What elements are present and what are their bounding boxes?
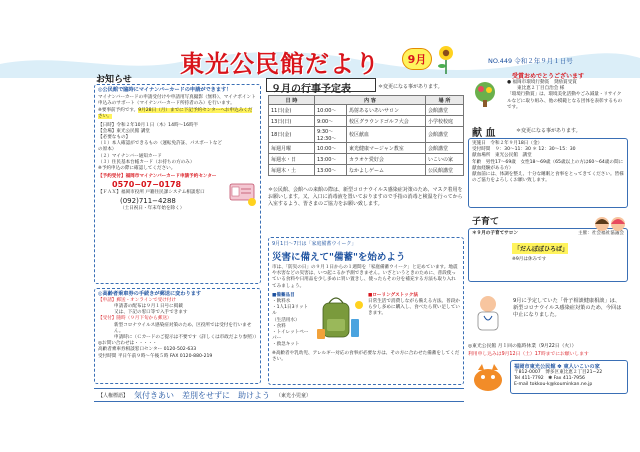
stock-list-item: ・救急キット [272, 342, 300, 348]
schedule-cell-date: 18日(金) [269, 127, 315, 143]
schedule-body: ＊公民館、会館への来館の際は、新型コロナウイルス感染症対策のため、マスク着用をお願いします。又、入口に消毒液を置いておりますので手指の消毒と検温を行ってから入室するよう、皆さまのご協力をお願い致します。 [268, 187, 463, 207]
office-address: 〒812-0007 博多区東比恵２丁目21−22 [514, 370, 603, 375]
mynumber-row: （１）本人確認ができるもの（運転免許証、パスポートなどの原本） [98, 141, 223, 153]
schedule-cell-time: 10:00〜 [315, 105, 347, 116]
kenketsu-row: 献血場所 東光公民館 講堂 [472, 153, 532, 159]
schedule-row [269, 154, 464, 165]
mynumber-body: マイナンバーカードの申請受付けや申請用写真撮影（無料）、マイナポイント申込みのサポート（マイナンバーカード所持者のみ）を行います。 [98, 94, 256, 106]
salon-cancel: ※9月は休みです [512, 257, 547, 263]
kenketsu-row: 年齢 男性17〜69歳 女性18〜69歳（65歳以上の方は60〜64歳の間に献血経験がある方） [472, 159, 624, 171]
reservation-center-tel: 0570−07−0178 [112, 180, 182, 190]
award-name: 東比恵２丁目自治会 様 [517, 86, 565, 92]
schedule-table [268, 95, 464, 176]
schedule-cell-content: 校区グラウンドゴルフ大会 [347, 116, 426, 127]
schedule-title: ９月の行事予定表 [266, 78, 376, 92]
award-org: ● 福岡市環境行動賞 奨励賞受賞 [507, 80, 577, 85]
schedule-cell-place: 小学校校庭 [426, 116, 464, 127]
kourei-title: ◎高齢者乗車券の手続きが郵送に変わります [98, 291, 202, 297]
schedule-cell-place: 公民館講堂 [426, 165, 464, 176]
masthead-title: 東光公民館だより [180, 50, 380, 78]
schedule-cell-content: なかよしゲーム [347, 165, 426, 176]
mynumber-title: ◎公民館で臨時にマイナンバーカードの申請ができます！ [98, 87, 232, 93]
human-rights-slogan: 気付きあい 差別をせずに 助けよう [134, 390, 271, 400]
kourei-box [94, 288, 261, 384]
bousai-title: 災害に備えて"備蓄"を始めよう [272, 252, 406, 263]
oshirase-heading: お知らせ [96, 75, 132, 85]
kourei-row: ◎お問い合わせは・・・・・ [98, 341, 158, 347]
kenketsu-note: ＊変更になる事があります。 [516, 128, 581, 134]
doctor-illustration [470, 292, 506, 332]
stock-list-item: ・トイレットペーパー [272, 330, 309, 342]
office-tel: Tel 411-7792 ✽ Fax 411-7956 [514, 376, 585, 382]
schedule-cell-time: 9:30〜 12:30〜 [315, 127, 347, 143]
mynumber-row: 【必要なもの】 [98, 135, 131, 141]
kourei-row: 又は、下記の窓口等で入手できます [114, 310, 188, 316]
schedule-col-date: 日 時 [269, 96, 315, 105]
mynumber-row: 【会場】東光公民館 講堂 [98, 128, 150, 134]
kenketsu-row: 受付時間 ９：30〜11：30 ＊ 12：30〜15：30 [472, 147, 576, 153]
human-rights-author: （東光小児童） [276, 392, 312, 399]
kourei-row: 高齢者乗車券相談窓口センター 0120-502-633 [98, 347, 197, 353]
schedule-note: ＊変更になる事があります。 [378, 84, 443, 90]
child-illustration [592, 214, 628, 236]
office-box [510, 360, 628, 394]
schedule-col-content: 内 容 [315, 96, 426, 105]
mynumber-row: （２）マイナンバー通知カード [98, 153, 162, 159]
schedule-cell-date: 毎週水・日 [269, 154, 315, 165]
schedule-cell-place: 会館講堂 [426, 143, 464, 154]
mynumber-note: （土日祝日・年末年始を除く） [120, 205, 185, 211]
ikoi-line1: ◎東光公民館 月１回の臨時休業（9月22日（火）） [468, 344, 577, 349]
kenketsu-title: 献 血 [472, 128, 496, 139]
mynumber-deadline: 9月28日（月）までに下記予約センターへお申込みください。 [98, 108, 253, 120]
kourei-row: 申請書の配布は９月１日号に掲載 [114, 304, 183, 309]
office-name: 福岡市東光公民館 ✽ 東人いこいの家 [514, 364, 600, 370]
rolling-stock-body: 日常生活で消費しながら備える方法。普段から少し多めに購入し、食べたら買い足していきます。 [368, 299, 460, 317]
schedule-cell-content: 校区献血 [347, 127, 426, 143]
bousai-tag: 9月1日〜7日は「家庭備蓄ウイーク」 [272, 241, 357, 247]
ikoi-line2: 利用申し込みは9月12日（土）17時までにお願いします [468, 352, 589, 357]
schedule-cell-content: カラオケ愛好会 [347, 154, 426, 165]
id-card-illustration [228, 180, 258, 208]
human-rights-bar [94, 388, 464, 402]
office-mail: E-mail tokkou-k@kouminkan.ne.jp [514, 382, 593, 388]
stock-list-title: ■備蓄品目 [272, 292, 295, 298]
reservation-center-title: 【予約受付】福岡市マイナンバーカード申請予約センター [98, 174, 217, 180]
issue-number: NO.449 令和２年９月１日号 [488, 57, 573, 65]
stock-list-item: ・1人1日3リットル [272, 305, 309, 317]
stock-list-item: （生活用水） [272, 317, 300, 323]
kosodate-title: 子育て [472, 217, 500, 227]
consult-box [510, 296, 628, 338]
schedule-row [269, 127, 464, 143]
salon-title: ＊９月の子育てサロン [472, 231, 518, 236]
schedule-cell-content: 東光健康マージャン教室 [347, 143, 426, 154]
mynumber-row: （３）住民基本台帳カード（お持ちの方のみ） [98, 159, 195, 165]
rolling-stock-title: ■ローリングストック法 [368, 292, 419, 298]
bousai-box [268, 237, 464, 385]
flower-icon [436, 44, 456, 74]
kenketsu-row: 献血前には、体調を整え、十分な睡眠と食事をとってきてください。皆様のご協力をよろしくお願い致します。 [472, 172, 624, 184]
bousai-body: 市は、「防災の日」の９月１日からの１週間を「家庭備蓄ウイーク」と定めています。地震や水害などの災害は、いつ起こるか予測できません。いざというときのために、普段使っている食料や日用品を少し多めに買い置きし、使ったらその分を補充する方法も取り入れてみましょう。 [272, 265, 458, 289]
stock-list-item: ・食料 [272, 323, 286, 329]
salon-name: 「だんぼぼひろば」 [512, 243, 568, 254]
schedule-cell-place: 会館講堂 [426, 105, 464, 116]
schedule-row [269, 116, 464, 127]
kourei-row: 【申請】郵送・オンラインで受け付け [98, 297, 176, 303]
schedule-cell-time: 10:00〜 [315, 143, 347, 154]
fax-number: (092)711−4288 [120, 196, 176, 205]
salon-host: 主催：社会福祉協議会 [578, 231, 624, 236]
mynumber-deadline-pre: ※要事前予約です。 [98, 108, 139, 114]
fax-label: 【ＦＡＸ】福岡市役所 戸籍住民課システム相談窓口 [98, 190, 205, 196]
schedule-body-text [268, 187, 464, 227]
schedule-row [269, 143, 464, 154]
mascot-illustration [470, 360, 506, 392]
mynumber-row: 【日時】令和２年10月１日（木）14時〜16時半 [98, 122, 199, 128]
schedule-cell-place: 会館講堂 [426, 127, 464, 143]
award-body: 「環境行動賞」は、環境美化活動やごみ減量・リサイクルなどに取り組み、他の模範となる団体を表彰するものです。 [507, 92, 623, 110]
month-badge-text: 9月 [407, 53, 427, 66]
schedule-row [269, 105, 464, 116]
stock-list-item: ・飲料水 [272, 299, 291, 305]
schedule-cell-date: 毎週木・土 [269, 165, 315, 176]
award-title: 受賞おめでとうございます [511, 73, 584, 80]
kourei-row: 申請時に（Ｃカードのご提示は不要です（詳しくは市政だより参照）） [114, 335, 259, 341]
trophy-icon [470, 80, 500, 108]
schedule-table-wrap [268, 95, 464, 176]
schedule-cell-content: 馬射あるいあいサロン [347, 105, 426, 116]
schedule-cell-date: 毎週月曜 [269, 143, 315, 154]
human-rights-label: 【人権標語】 [98, 392, 129, 399]
schedule-cell-time: 13:00〜 [315, 154, 347, 165]
schedule-cell-date: 11日(金) [269, 105, 315, 116]
bousai-footnote: ※高齢者や乳幼児、アレルギー対応の食事が必要な方は、その方に合わせた備蓄をしてください。 [272, 350, 460, 362]
schedule-cell-date: 13日(日) [269, 116, 315, 127]
schedule-col-place: 場 所 [426, 96, 464, 105]
kenketsu-box [468, 138, 628, 208]
schedule-cell-place: いこいの家 [426, 154, 464, 165]
salon-box [468, 228, 628, 282]
schedule-cell-time: 13:00〜 [315, 165, 347, 176]
backpack-illustration [315, 293, 365, 345]
consult-body: 9月に予定していた「骨子相談健康相談」は、新型コロナウイルス感染症対策のため、今回は中止になりました。 [513, 298, 622, 319]
mynumber-row: ※予約申込の際に確認してください。 [98, 166, 176, 172]
kenketsu-row: 実施日 令和２年９月18日（金） [472, 141, 543, 146]
kourei-row: 新型コロナウイルス感染症対策のため、区役所では受付を行いません。 [114, 322, 252, 334]
schedule-row [269, 165, 464, 176]
kourei-row: 受付時間 平日午前９時〜午後５時 FAX 0120-880-219 [98, 353, 213, 359]
month-badge [402, 48, 432, 70]
kourei-row: 【受付】随時（９月下旬から郵送） [98, 316, 172, 322]
schedule-cell-time: 9:00〜 [315, 116, 347, 127]
